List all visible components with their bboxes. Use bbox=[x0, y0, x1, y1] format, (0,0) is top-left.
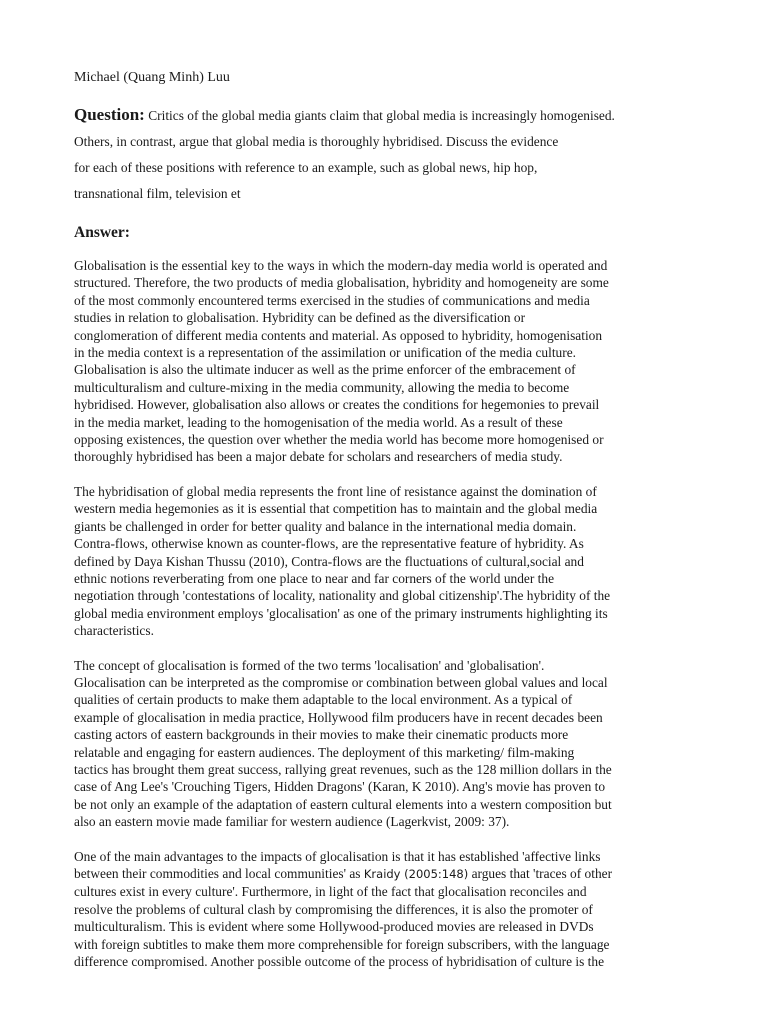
paragraph-line: The hybridisation of global media represents the front line of resistance against the domination of bbox=[74, 483, 597, 499]
paragraph-line: One of the main advantages to the impacts of glocalisation is that it has established 'affective links bbox=[74, 848, 601, 864]
paragraph-line: cultures exist in every culture'. Furthermore, in light of the fact that glocalisation reconciles and bbox=[74, 884, 587, 900]
paragraph-line: qualities of certain products to make them adaptable to the local environment. As a typical of bbox=[74, 692, 573, 708]
paragraph-line: of the most commonly encountered terms exercised in the studies of communications and media bbox=[74, 292, 590, 308]
paragraph-line: global media environment employs 'glocalisation' as one of the primary instruments highlighting its bbox=[74, 605, 608, 621]
paragraph-4 bbox=[74, 848, 696, 971]
paragraph-line: ethnic notions reverberating from one place to near and far corners of the world under the bbox=[74, 570, 555, 586]
paragraph-1 bbox=[74, 257, 696, 466]
paragraph-3 bbox=[74, 657, 696, 831]
paragraph-line: in the media context is a representation of the assimilation or unification of the media culture. bbox=[74, 345, 576, 361]
paragraph-line: Contra-flows, otherwise known as counter-flows, are the representative feature of hybridity. As bbox=[74, 536, 584, 552]
paragraph-2 bbox=[74, 483, 696, 640]
question-line-1 bbox=[74, 102, 696, 129]
paragraph-line: casting actors of eastern backgrounds in their movies to make their cinematic products more bbox=[74, 727, 569, 743]
question-text-4: transnational film, television et bbox=[74, 186, 241, 201]
paragraph-line: structured. Therefore, the two products of media globalisation, hybridity and homogeneity are some bbox=[74, 275, 609, 291]
question-text-3: for each of these positions with reference to an example, such as global news, hip hop, bbox=[74, 160, 538, 175]
paragraph-line: multiculturalism and culture-mixing in the media community, allowing the media to become bbox=[74, 379, 570, 395]
paragraph-line: hybridised. However, globalisation also allows or creates the conditions for hegemonies to prevail bbox=[74, 397, 600, 413]
paragraph-line: example of glocalisation in media practice, Hollywood film producers have in recent decades been bbox=[74, 709, 603, 725]
paragraph-line: negotiation through 'contestations of locality, nationality and global citizenship'.The hybridity of the bbox=[74, 588, 611, 604]
question-label: Question: bbox=[74, 105, 145, 124]
paragraph-line: tactics has brought them great success, rallying great revenues, such as the 128 million dollars in the bbox=[74, 761, 612, 777]
paragraph-line: opposing existences, the question over whether the media world has become more homogenised or bbox=[74, 432, 604, 448]
document-page bbox=[74, 68, 696, 987]
inline-citation: Kraidy (2005:148) bbox=[363, 867, 469, 881]
paragraph-line: conglomeration of different media contents and material. As opposed to hybridity, homogenisation bbox=[74, 327, 603, 343]
paragraph-line: be not only an example of the adaptation of eastern cultural elements into a western composition but bbox=[74, 796, 612, 812]
paragraph-line: defined by Daya Kishan Thussu (2010), Contra-flows are the fluctuations of cultural,social and bbox=[74, 553, 584, 569]
paragraph-line: Globalisation is the essential key to the ways in which the modern-day media world is operated and bbox=[74, 258, 608, 273]
author-name: Michael (Quang Minh) Luu bbox=[74, 70, 230, 85]
question-text-1: Critics of the global media giants claim that global media is increasingly homogenised. bbox=[148, 108, 615, 123]
paragraph-line: The concept of glocalisation is formed of the two terms 'localisation' and 'globalisation'. bbox=[74, 657, 545, 673]
paragraph-line: relatable and engaging for eastern audiences. The deployment of this marketing/ film-making bbox=[74, 744, 575, 760]
paragraph-line: in the media market, leading to the homogenisation of the media world. As a result of these bbox=[74, 414, 563, 430]
paragraph-line: difference compromised. Another possible outcome of the process of hybridisation of culture is the bbox=[74, 954, 605, 970]
answer-body bbox=[74, 257, 696, 970]
paragraph-line: characteristics. bbox=[74, 623, 154, 639]
answer-heading: Answer: bbox=[74, 224, 130, 241]
paragraph-line: thoroughly hybridised has been a major debate for scholars and researchers of media study. bbox=[74, 449, 563, 465]
paragraph-line: case of Ang Lee's 'Crouching Tigers, Hidden Dragons' (Karan, K 2010). Ang's movie has proven to bbox=[74, 779, 606, 795]
paragraph-line: with foreign subtitles to make them more comprehensible for foreign subscribers, with the language bbox=[74, 936, 610, 952]
question-block bbox=[74, 102, 696, 207]
paragraph-line: western media hegemonies as it is essential that competition has to maintain and the global media bbox=[74, 501, 598, 517]
paragraph-line: studies in relation to globalisation. Hybridity can be defined as the diversification or bbox=[74, 310, 526, 326]
question-text-2: Others, in contrast, argue that global media is thoroughly hybridised. Discuss the evidence bbox=[74, 134, 559, 149]
paragraph-line: multiculturalism. This is evident where some Hollywood-produced movies are released in DVDs bbox=[74, 919, 594, 935]
paragraph-line: Globalisation is also the ultimate inducer as well as the prime enforcer of the embracement of bbox=[74, 362, 576, 378]
paragraph-line: resolve the problems of cultural clash by compromising the differences, it is also the promoter of bbox=[74, 901, 593, 917]
paragraph-line: between their commodities and local communities' as Kraidy (2005:148) argues that 'traces of other bbox=[74, 866, 613, 881]
paragraph-line: giants be challenged in order for better quality and balance in the international media domain. bbox=[74, 518, 577, 534]
paragraph-line: Glocalisation can be interpreted as the compromise or combination between global values and local bbox=[74, 674, 608, 690]
paragraph-line: also an eastern movie made familiar for western audience (Lagerkvist, 2009: 37). bbox=[74, 814, 510, 830]
